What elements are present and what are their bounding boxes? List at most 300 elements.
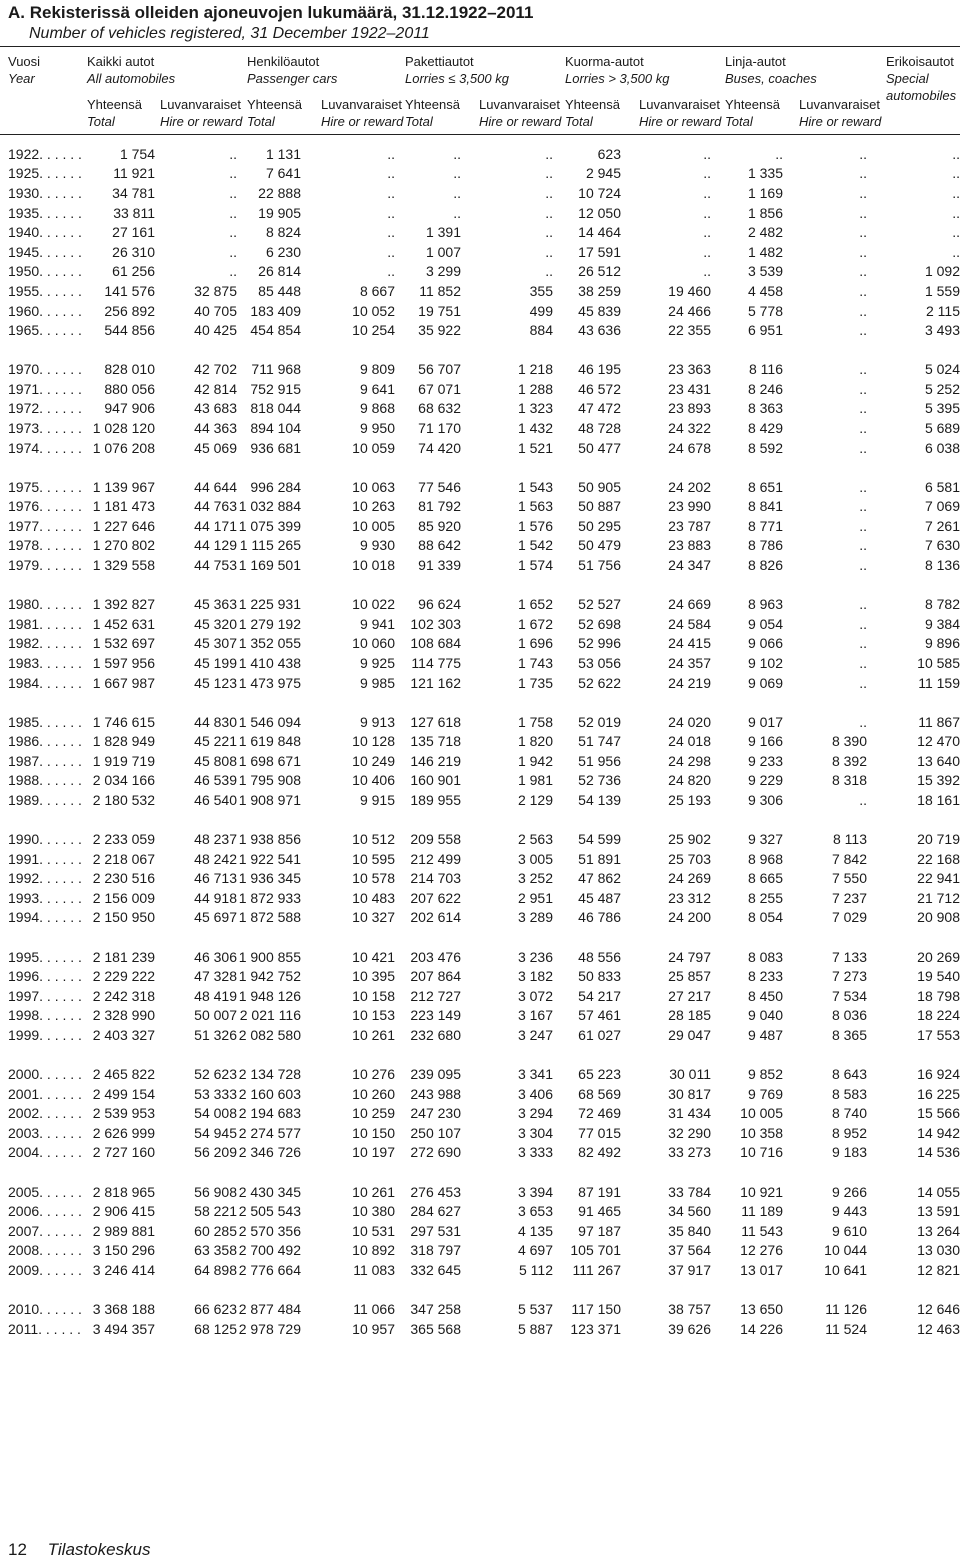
value-cell: .. — [859, 537, 867, 554]
value-cell: 10 052 — [352, 302, 395, 319]
value-cell: 9 950 — [359, 420, 395, 437]
value-cell: .. — [545, 184, 553, 201]
value-cell: 14 536 — [917, 1144, 960, 1161]
value-cell: 108 684 — [410, 635, 461, 652]
value-cell: 24 269 — [668, 870, 711, 887]
value-cell: 11 159 — [918, 674, 960, 691]
value-cell: 11 543 — [741, 1222, 783, 1239]
value-cell: 8 083 — [747, 948, 783, 965]
value-cell: 18 224 — [917, 1007, 960, 1024]
value-cell: 7 133 — [831, 948, 867, 965]
value-cell: .. — [859, 713, 867, 730]
gap-cell — [0, 927, 960, 947]
value-cell: 884 — [529, 322, 553, 339]
value-cell: 10 276 — [352, 1066, 395, 1083]
table-row — [0, 888, 960, 908]
value-cell: 7 842 — [831, 850, 867, 867]
value-cell: 25 193 — [668, 792, 711, 809]
value-cell: .. — [859, 282, 867, 299]
value-cell: 8 771 — [747, 517, 783, 534]
value-cell: 12 276 — [740, 1242, 783, 1259]
table-row — [0, 594, 960, 614]
value-cell: 44 763 — [194, 498, 237, 515]
value-cell: 32 290 — [668, 1124, 711, 1141]
value-cell: 48 242 — [194, 850, 237, 867]
value-cell: 3 333 — [517, 1144, 553, 1161]
value-cell: 46 195 — [578, 361, 621, 378]
total-label-fi: Yhteensä — [87, 97, 142, 112]
value-cell: 8 054 — [747, 909, 783, 926]
value-cell: 355 — [529, 282, 553, 299]
hire-label-fi: Luvanvaraiset — [479, 97, 560, 112]
value-cell: .. — [952, 145, 960, 162]
value-cell: 24 202 — [668, 478, 711, 495]
table-row — [0, 1221, 960, 1241]
value-cell: 72 469 — [578, 1105, 621, 1122]
year-cell: 1996. . . . . . — [8, 968, 82, 985]
year-cell: 1988. . . . . . — [8, 772, 82, 789]
year-cell: 1981. . . . . . — [8, 615, 82, 632]
value-cell: .. — [545, 263, 553, 280]
value-cell: .. — [545, 243, 553, 260]
value-cell: 2 563 — [517, 831, 553, 848]
value-cell: .. — [703, 204, 711, 221]
value-cell: 1 758 — [517, 713, 553, 730]
year-cell: 1999. . . . . . — [8, 1026, 82, 1043]
year-cell: 1925. . . . . . — [8, 165, 82, 182]
value-cell: 13 591 — [917, 1203, 960, 1220]
header-group-fi: Henkilöautot — [247, 54, 320, 69]
table-row — [0, 242, 960, 262]
value-cell: 9 769 — [747, 1085, 783, 1102]
value-cell: 4 697 — [517, 1242, 553, 1259]
value-cell: 47 328 — [194, 968, 237, 985]
gap-cell — [0, 810, 960, 830]
value-cell: 22 888 — [258, 184, 301, 201]
value-cell: 1 672 — [517, 615, 553, 632]
year-cell: 2003. . . . . . — [8, 1124, 82, 1141]
value-cell: 91 465 — [578, 1203, 621, 1220]
year-cell: 1945. . . . . . — [8, 243, 82, 260]
value-cell: 1 139 967 — [92, 478, 155, 495]
value-cell: 57 461 — [578, 1007, 621, 1024]
value-cell: 2 274 577 — [238, 1124, 301, 1141]
year-cell: 2006. . . . . . — [8, 1203, 82, 1220]
value-cell: 752 915 — [250, 380, 301, 397]
value-cell: .. — [229, 145, 237, 162]
value-cell: 91 339 — [418, 557, 461, 574]
value-cell: .. — [387, 145, 395, 162]
value-cell: 3 072 — [517, 987, 553, 1004]
value-cell: 1 872 588 — [238, 909, 301, 926]
value-cell: 21 712 — [917, 889, 960, 906]
value-cell: 45 123 — [194, 674, 237, 691]
value-cell: 8 450 — [747, 987, 783, 1004]
value-cell: 19 905 — [258, 204, 301, 221]
value-cell: 11 126 — [825, 1300, 867, 1317]
value-cell: 54 139 — [578, 792, 621, 809]
value-cell: .. — [229, 165, 237, 182]
value-cell: 54 599 — [578, 831, 621, 848]
year-cell: 1980. . . . . . — [8, 596, 82, 613]
value-cell: 11 066 — [353, 1300, 395, 1317]
value-cell: 9 896 — [924, 635, 960, 652]
value-cell: 67 071 — [418, 380, 461, 397]
value-cell: 4 135 — [517, 1222, 553, 1239]
value-cell: 250 107 — [410, 1124, 461, 1141]
value-cell: 26 814 — [258, 263, 301, 280]
value-cell: 8 592 — [747, 439, 783, 456]
value-cell: 15 392 — [917, 772, 960, 789]
value-cell: 8 113 — [833, 831, 867, 848]
table-row — [0, 731, 960, 751]
value-cell: 26 310 — [112, 243, 155, 260]
value-cell: 56 707 — [418, 361, 461, 378]
value-cell: 1 076 208 — [92, 439, 155, 456]
year-cell: 1984. . . . . . — [8, 674, 82, 691]
value-cell: .. — [703, 145, 711, 162]
header-group-fi: Kuorma-autot — [565, 54, 644, 69]
value-cell: 1 392 827 — [92, 596, 155, 613]
value-cell: 11 524 — [825, 1320, 867, 1337]
year-cell: 1979. . . . . . — [8, 557, 82, 574]
value-cell: 818 044 — [250, 400, 301, 417]
value-cell: 1 698 671 — [238, 752, 301, 769]
value-cell: 17 553 — [917, 1026, 960, 1043]
subheader-hire — [639, 96, 721, 130]
value-cell: 10 892 — [352, 1242, 395, 1259]
year-cell: 1935. . . . . . — [8, 204, 82, 221]
value-cell: 48 237 — [194, 831, 237, 848]
year-cell: 1993. . . . . . — [8, 889, 82, 906]
value-cell: 29 047 — [668, 1026, 711, 1043]
value-cell: 1 218 — [517, 361, 553, 378]
value-cell: 247 230 — [410, 1105, 461, 1122]
value-cell: 1 597 956 — [92, 654, 155, 671]
value-cell: 6 230 — [265, 243, 301, 260]
value-cell: .. — [229, 184, 237, 201]
row-gap — [0, 1162, 960, 1182]
year-cell: 1922. . . . . . — [8, 145, 82, 162]
value-cell: 12 470 — [917, 733, 960, 750]
value-cell: 13 640 — [917, 752, 960, 769]
value-cell: 1 279 192 — [238, 615, 301, 632]
value-cell: 63 358 — [194, 1242, 237, 1259]
year-cell: 1994. . . . . . — [8, 909, 82, 926]
value-cell: 8 255 — [747, 889, 783, 906]
hire-label-fi: Luvanvaraiset — [160, 97, 241, 112]
value-cell: 10 005 — [740, 1105, 783, 1122]
value-cell: 44 363 — [194, 420, 237, 437]
value-cell: 54 008 — [194, 1105, 237, 1122]
value-cell: 9 054 — [747, 615, 783, 632]
value-cell: 2 403 327 — [92, 1026, 155, 1043]
value-cell: 51 747 — [578, 733, 621, 750]
value-cell: .. — [859, 243, 867, 260]
value-cell: .. — [703, 184, 711, 201]
value-cell: 5 024 — [924, 361, 960, 378]
value-cell: 2 229 222 — [92, 968, 155, 985]
value-cell: 936 681 — [250, 439, 301, 456]
value-cell: .. — [859, 184, 867, 201]
table-row — [0, 281, 960, 301]
total-label-en: Total — [565, 114, 593, 129]
table-row — [0, 183, 960, 203]
value-cell: 9 183 — [831, 1144, 867, 1161]
value-cell: 10 059 — [352, 439, 395, 456]
value-cell: 9 017 — [747, 713, 783, 730]
value-cell: 45 839 — [578, 302, 621, 319]
page-footer — [8, 1540, 151, 1560]
value-cell: .. — [453, 184, 461, 201]
value-cell: 4 458 — [747, 282, 783, 299]
value-cell: .. — [859, 204, 867, 221]
value-cell: 8 036 — [831, 1007, 867, 1024]
value-cell: 9 229 — [747, 772, 783, 789]
value-cell: .. — [859, 517, 867, 534]
value-cell: 9 102 — [747, 654, 783, 671]
gap-cell — [0, 1280, 960, 1300]
header-group-en: All automobiles — [87, 71, 176, 86]
value-cell: 114 775 — [411, 654, 461, 671]
value-cell: 50 295 — [578, 517, 621, 534]
value-cell: .. — [229, 243, 237, 260]
value-cell: .. — [859, 361, 867, 378]
value-cell: 19 751 — [418, 302, 461, 319]
value-cell: 16 225 — [917, 1085, 960, 1102]
page-subtitle: Number of vehicles registered, 31 December 1922–2011 — [29, 25, 430, 42]
value-cell: 9 913 — [359, 713, 395, 730]
table-row — [0, 555, 960, 575]
value-cell: 8 246 — [747, 380, 783, 397]
value-cell: 11 867 — [918, 713, 960, 730]
value-cell: 2 505 543 — [238, 1203, 301, 1220]
value-cell: 7 641 — [265, 165, 301, 182]
value-cell: 894 104 — [250, 420, 301, 437]
value-cell: 160 901 — [410, 772, 461, 789]
value-cell: 51 891 — [578, 850, 621, 867]
value-cell: 209 558 — [410, 831, 461, 848]
value-cell: 1 335 — [747, 165, 783, 182]
header-group-lorries — [565, 53, 669, 87]
value-cell: 10 406 — [352, 772, 395, 789]
value-cell: 3 167 — [517, 1007, 553, 1024]
value-cell: 58 221 — [194, 1203, 237, 1220]
year-cell: 1977. . . . . . — [8, 517, 82, 534]
value-cell: 6 581 — [924, 478, 960, 495]
value-cell: 947 906 — [104, 400, 155, 417]
value-cell: 12 463 — [917, 1320, 960, 1337]
value-cell: 1 828 949 — [92, 733, 155, 750]
value-cell: 45 320 — [194, 615, 237, 632]
value-cell: 9 040 — [747, 1007, 783, 1024]
table-row — [0, 908, 960, 928]
year-cell: 1987. . . . . . — [8, 752, 82, 769]
value-cell: 32 875 — [194, 282, 237, 299]
value-cell: 3 653 — [517, 1203, 553, 1220]
value-cell: 5 689 — [924, 420, 960, 437]
subheader-total — [725, 96, 780, 130]
value-cell: 146 219 — [410, 752, 461, 769]
value-cell: 1 092 — [924, 263, 960, 280]
value-cell: 56 908 — [194, 1183, 237, 1200]
table-row — [0, 399, 960, 419]
total-label-en: Total — [725, 114, 753, 129]
value-cell: 3 539 — [747, 263, 783, 280]
value-cell: 10 578 — [352, 870, 395, 887]
value-cell: 13 650 — [740, 1300, 783, 1317]
gap-cell — [0, 692, 960, 712]
value-cell: 14 055 — [917, 1183, 960, 1200]
value-cell: 33 784 — [668, 1183, 711, 1200]
gap-cell — [0, 457, 960, 477]
value-cell: 42 702 — [194, 361, 237, 378]
value-cell: 3 289 — [517, 909, 553, 926]
value-cell: 19 540 — [917, 968, 960, 985]
value-cell: 1 546 094 — [238, 713, 301, 730]
value-cell: 24 797 — [668, 948, 711, 965]
value-cell: 13 030 — [917, 1242, 960, 1259]
year-cell: 1991. . . . . . — [8, 850, 82, 867]
value-cell: 3 005 — [517, 850, 553, 867]
value-cell: 24 018 — [668, 733, 711, 750]
value-cell: 203 476 — [410, 948, 461, 965]
value-cell: .. — [703, 263, 711, 280]
value-cell: 102 303 — [410, 615, 461, 632]
value-cell: 45 363 — [194, 596, 237, 613]
value-cell: 1 735 — [517, 674, 553, 691]
value-cell: 45 697 — [194, 909, 237, 926]
value-cell: 10 595 — [352, 850, 395, 867]
table-row — [0, 1201, 960, 1221]
value-cell: 46 539 — [194, 772, 237, 789]
value-cell: .. — [952, 243, 960, 260]
value-cell: .. — [859, 165, 867, 182]
value-cell: 43 683 — [194, 400, 237, 417]
header-group-fi: Pakettiautot — [405, 54, 474, 69]
header-year-fi: Vuosi — [8, 54, 41, 69]
value-cell: 23 893 — [668, 400, 711, 417]
value-cell: 6 951 — [747, 322, 783, 339]
year-cell: 1972. . . . . . — [8, 400, 82, 417]
value-cell: 11 852 — [419, 282, 461, 299]
table-row — [0, 1319, 960, 1339]
value-cell: 46 540 — [194, 792, 237, 809]
value-cell: 5 112 — [519, 1261, 553, 1278]
header-group-all — [87, 53, 175, 87]
value-cell: .. — [859, 439, 867, 456]
year-cell: 2001. . . . . . — [8, 1085, 82, 1102]
value-cell: 24 415 — [668, 635, 711, 652]
value-cell: 25 703 — [668, 850, 711, 867]
year-cell: 1978. . . . . . — [8, 537, 82, 554]
value-cell: 8 136 — [924, 557, 960, 574]
value-cell: 711 968 — [251, 361, 301, 378]
year-cell: 1940. . . . . . — [8, 224, 82, 241]
value-cell: 223 149 — [410, 1007, 461, 1024]
year-cell: 2002. . . . . . — [8, 1105, 82, 1122]
value-cell: 1 619 848 — [238, 733, 301, 750]
value-cell: 2 082 580 — [238, 1026, 301, 1043]
hire-label-en: Hire or reward — [799, 114, 882, 129]
year-cell: 1973. . . . . . — [8, 420, 82, 437]
value-cell: 10 005 — [352, 517, 395, 534]
value-cell: 1 482 — [747, 243, 783, 260]
value-cell: 30 817 — [668, 1085, 711, 1102]
page-title: A. Rekisterissä olleiden ajoneuvojen lukumäärä, 31.12.1922–2011 — [8, 3, 534, 22]
header-top-rule — [0, 46, 960, 47]
value-cell: 24 219 — [668, 674, 711, 691]
value-cell: 8 963 — [747, 596, 783, 613]
value-cell: .. — [859, 145, 867, 162]
value-cell: .. — [859, 478, 867, 495]
value-cell: 141 576 — [104, 282, 155, 299]
year-cell: 1983. . . . . . — [8, 654, 82, 671]
value-cell: 38 259 — [578, 282, 621, 299]
value-cell: 39 626 — [668, 1320, 711, 1337]
value-cell: 52 527 — [578, 596, 621, 613]
value-cell: 1 919 719 — [92, 752, 155, 769]
value-cell: .. — [703, 165, 711, 182]
value-cell: 52 736 — [578, 772, 621, 789]
value-cell: 214 703 — [410, 870, 461, 887]
value-cell: 10 063 — [352, 478, 395, 495]
value-cell: .. — [859, 263, 867, 280]
value-cell: .. — [387, 165, 395, 182]
value-cell: 212 499 — [410, 850, 461, 867]
value-cell: 5 778 — [747, 302, 783, 319]
value-cell: 8 390 — [831, 733, 867, 750]
value-cell: 81 792 — [418, 498, 461, 515]
value-cell: 243 988 — [410, 1085, 461, 1102]
value-cell: 22 941 — [917, 870, 960, 887]
value-cell: 9 985 — [359, 674, 395, 691]
value-cell: 9 915 — [359, 792, 395, 809]
value-cell: 239 095 — [410, 1066, 461, 1083]
value-cell: 10 716 — [740, 1144, 783, 1161]
value-cell: 52 622 — [578, 674, 621, 691]
value-cell: 2 539 953 — [92, 1105, 155, 1122]
value-cell: 74 420 — [418, 439, 461, 456]
value-cell: 2 194 683 — [238, 1105, 301, 1122]
value-cell: 499 — [529, 302, 553, 319]
value-cell: 46 786 — [578, 909, 621, 926]
year-cell: 1985. . . . . . — [8, 713, 82, 730]
value-cell: 183 409 — [250, 302, 301, 319]
value-cell: .. — [859, 635, 867, 652]
title-block — [8, 2, 533, 44]
value-cell: 8 841 — [747, 498, 783, 515]
value-cell: 54 217 — [578, 987, 621, 1004]
value-cell: 2 115 — [926, 302, 960, 319]
value-cell: 1 542 — [517, 537, 553, 554]
value-cell: .. — [387, 184, 395, 201]
value-cell: .. — [229, 224, 237, 241]
value-cell: 1 743 — [517, 654, 553, 671]
value-cell: 1 942 752 — [238, 968, 301, 985]
value-cell: 15 566 — [917, 1105, 960, 1122]
value-cell: 10 483 — [352, 889, 395, 906]
value-cell: 8 429 — [747, 420, 783, 437]
value-cell: .. — [859, 674, 867, 691]
table-row — [0, 790, 960, 810]
value-cell: .. — [545, 165, 553, 182]
header-special-en2: automobiles — [886, 88, 957, 103]
value-cell: 24 020 — [668, 713, 711, 730]
value-cell: 2 328 990 — [92, 1007, 155, 1024]
value-cell: 14 464 — [578, 224, 621, 241]
table-row — [0, 1123, 960, 1143]
